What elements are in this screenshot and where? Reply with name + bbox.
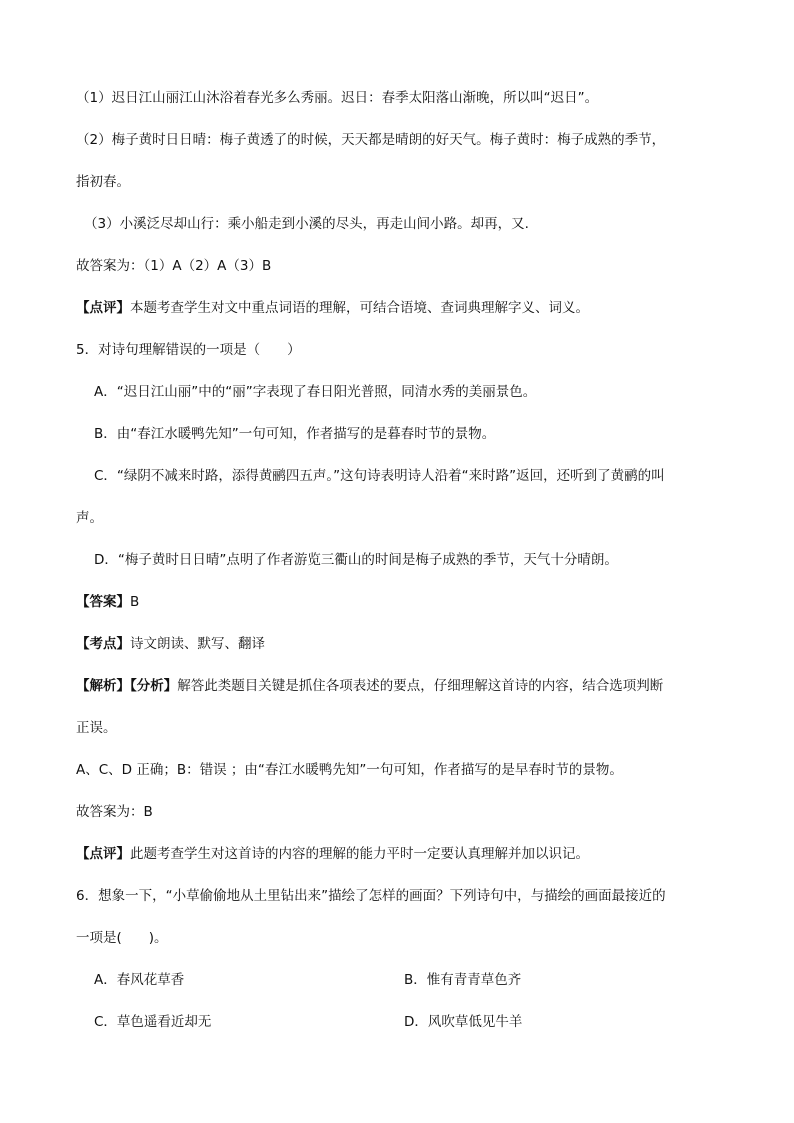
q6-option-a: A．春风花草香 [94, 972, 185, 988]
comment-q4 [76, 298, 589, 318]
q5-option-b: B．由“春江水暖鸭先知”一句可知，作者描写的是暮春时节的景物。 [94, 426, 496, 442]
q6-option-b: B．惟有青青草色齐 [404, 972, 522, 988]
q5-option-c-continued: 声。 [76, 510, 103, 526]
answer-tag: 【答案】 [76, 594, 130, 610]
answer-value: B [130, 594, 140, 610]
comment-q5 [76, 844, 589, 864]
answer-summary-q5: 故答案为：B [76, 804, 153, 820]
explanation-line-1: （1）迟日江山丽江山沐浴着春光多么秀丽。迟日：春季太阳落山渐晚，所以叫“迟日”。 [76, 90, 599, 106]
knowledge-point-tag: 【考点】 [76, 636, 130, 652]
comment-text: 此题考查学生对这首诗的内容的理解的能力平时一定要认真理解并加以识记。 [130, 846, 589, 862]
explanation-line-3: （3）小溪泛尽却山行：乘小船走到小溪的尽头，再走山间小路。却再，又. [84, 216, 529, 232]
q5-option-d: D．“梅子黄时日日晴”点明了作者游览三衢山的时间是梅子成熟的季节，天气十分晴朗。 [94, 552, 618, 568]
analysis-q5 [76, 676, 663, 696]
comment-tag: 【点评】 [76, 846, 130, 862]
answer-q5 [76, 592, 139, 612]
analysis-text: 解答此类题目关键是抓住各项表述的要点，仔细理解这首诗的内容，结合选项判断 [177, 678, 664, 694]
comment-tag: 【点评】 [76, 300, 130, 316]
analysis-q5-detail: A、C、D 正确；B：错误 ；由“春江水暖鸭先知”一句可知，作者描写的是早春时节的景物。 [76, 762, 623, 778]
question-6-stem-continued: 一项是( )。 [76, 930, 168, 946]
answer-summary-q4: 故答案为：（1）A（2）A（3）B [76, 258, 272, 274]
q5-option-c: C．“绿阴不减来时路，添得黄鹂四五声。”这句诗表明诗人沿着“来时路”返回，还听到了黄鹂的叫 [94, 468, 665, 484]
comment-text: 本题考查学生对文中重点词语的理解，可结合语境、查词典理解字义、词义。 [130, 300, 589, 316]
explanation-line-2: （2）梅子黄时日日晴：梅子黄透了的时候，天天都是晴朗的好天气。梅子黄时：梅子成熟的季节， [76, 132, 666, 148]
explanation-line-2-continued: 指初春。 [76, 174, 130, 190]
q6-option-d: D．风吹草低见牛羊 [404, 1014, 523, 1030]
q6-option-c: C．草色遥看近却无 [94, 1014, 212, 1030]
knowledge-point-text: 诗文朗读、默写、翻译 [130, 636, 265, 652]
q5-option-a: A．“迟日江山丽”中的“丽”字表现了春日阳光普照，同清水秀的美丽景色。 [94, 384, 537, 400]
knowledge-point-q5 [76, 634, 265, 654]
analysis-tag: 【解析】【分析】 [76, 678, 178, 694]
question-5-stem: 5．对诗句理解错误的一项是（ ） [76, 342, 301, 358]
question-6-stem: 6．想象一下，“小草偷偷地从土里钻出来”描绘了怎样的画面？下列诗句中，与描绘的画面最接近的 [76, 888, 666, 904]
analysis-q5-continued: 正误。 [76, 720, 117, 736]
